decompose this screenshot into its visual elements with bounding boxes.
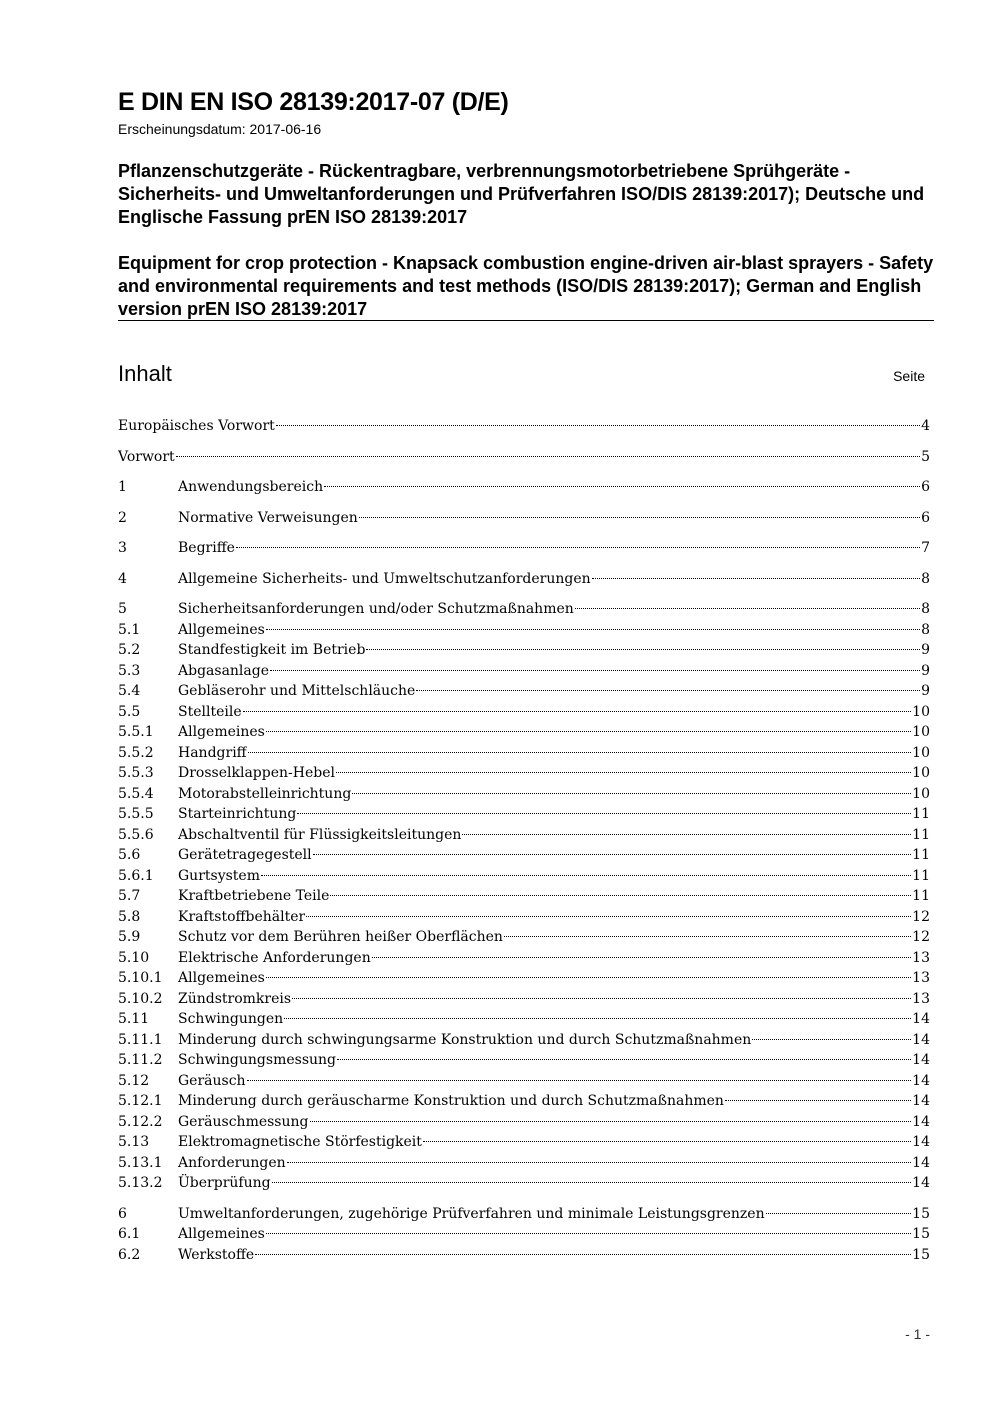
toc-entry-title: Standfestigkeit im Betrieb	[178, 642, 366, 658]
toc-entry-title: Elektromagnetische Störfestigkeit	[178, 1134, 422, 1150]
toc-entry-page: 5	[921, 448, 930, 465]
toc-entry-title: Schutz vor dem Berühren heißer Oberflächen	[178, 929, 503, 945]
toc-entry-number: 5.5.4	[118, 785, 154, 802]
toc-leader-dots	[504, 936, 911, 937]
german-title: Pflanzenschutzgeräte - Rückentragbare, verbrennungsmotorbetriebene Sprühgeräte - Sicherheits- und Umweltanforderungen und Prüfverfahren ISO/DIS 28139:2017); Deutsche und Englische Fassung prEN ISO 28139:2017	[118, 161, 925, 227]
toc-entry-number: 5.5.6	[118, 826, 154, 843]
toc-entry-number: 5.13.1	[118, 1154, 163, 1171]
toc-entry[interactable]	[118, 825, 930, 846]
toc-leader-dots	[766, 1213, 912, 1214]
toc-entry-title: Allgemeines	[178, 621, 265, 638]
toc-entry-title: Anforderungen	[178, 1154, 286, 1171]
toc-entry[interactable]	[118, 1050, 930, 1071]
toc-entry-page: 11	[912, 867, 930, 884]
toc-entry-number: 5.1	[118, 621, 141, 638]
toc-leader-dots	[575, 608, 920, 609]
title-divider	[118, 320, 934, 321]
toc-entry-title: Starteinrichtung	[178, 806, 297, 822]
toc-leader-dots	[243, 711, 912, 712]
toc-leader-dots	[248, 752, 912, 753]
toc-entry[interactable]	[118, 569, 930, 590]
toc-entry-page: 14	[912, 1052, 930, 1068]
toc-entry-title: Anwendungsbereich	[178, 479, 324, 495]
toc-entry-number: 6.1	[118, 1226, 141, 1242]
toc-entry[interactable]	[118, 804, 930, 825]
toc-entry[interactable]	[118, 1245, 930, 1266]
toc-entry[interactable]	[118, 1173, 930, 1194]
toc-entry-page: 13	[912, 990, 930, 1007]
toc-leader-dots	[313, 854, 912, 855]
toc-entry[interactable]	[118, 763, 930, 784]
toc-entry-title: Handgriff	[178, 744, 247, 761]
toc-entry[interactable]	[118, 1030, 930, 1051]
toc-entry[interactable]	[118, 886, 930, 907]
toc-entry-page: 14	[912, 1072, 930, 1089]
toc-entry-page: 9	[921, 642, 930, 658]
toc-entry[interactable]	[118, 927, 930, 948]
toc-entry-title: Kraftstoffbehälter	[178, 908, 306, 925]
toc-entry-title: Allgemeines	[178, 970, 265, 986]
toc-entry-title: Geräusch	[178, 1072, 246, 1089]
toc-entry[interactable]	[118, 640, 930, 661]
toc-entry-title: Drosselklappen-Hebel	[178, 765, 335, 781]
toc-entry-page: 10	[912, 703, 930, 720]
toc-entry-number: 5.13.2	[118, 1175, 163, 1191]
toc-entry-page: 13	[912, 970, 930, 986]
toc-entry-page: 11	[912, 847, 930, 863]
toc-entry-number: 5.11.1	[118, 1031, 163, 1048]
issue-date: Erscheinungsdatum: 2017-06-16	[118, 121, 322, 137]
toc-entry-title: Werkstoffe	[178, 1246, 255, 1263]
toc-entry-title: Gebläserohr und Mittelschläuche	[178, 683, 416, 699]
toc-entry[interactable]	[118, 948, 930, 969]
toc-leader-dots	[270, 670, 920, 671]
toc-entry-title: Europäisches Vorwort	[118, 418, 275, 434]
toc-entry-page: 11	[912, 826, 930, 843]
toc-entry-number: 5.5.2	[118, 744, 154, 761]
toc-entry-number: 3	[118, 540, 127, 556]
toc-entry-page: 15	[912, 1246, 930, 1263]
toc-entry-title: Zündstromkreis	[178, 990, 292, 1007]
toc-leader-dots	[366, 649, 920, 650]
toc-entry-title: Normative Verweisungen	[178, 509, 358, 526]
toc-entry-title: Allgemeines	[178, 1226, 265, 1242]
toc-leader-dots	[725, 1100, 911, 1101]
toc-entry-number: 5.5.3	[118, 765, 154, 781]
toc-entry-title: Gurtsystem	[178, 867, 260, 884]
toc-entry-number: 5.10.2	[118, 990, 163, 1007]
toc-entry[interactable]	[118, 1153, 930, 1174]
toc-leader-dots	[462, 834, 911, 835]
toc-leader-dots	[287, 1162, 912, 1163]
toc-entry[interactable]	[118, 1132, 930, 1153]
toc-entry-number: 6	[118, 1205, 127, 1222]
toc-entry-number: 5.12.2	[118, 1113, 163, 1130]
toc-entry-page: 14	[912, 1113, 930, 1130]
toc-entry-number: 5.7	[118, 888, 141, 904]
toc-entry[interactable]	[118, 1071, 930, 1092]
toc-entry-title: Kraftbetriebene Teile	[178, 888, 330, 904]
toc-entry[interactable]	[118, 620, 930, 641]
toc-entry-title: Schwingungen	[178, 1011, 284, 1027]
toc-entry-title: Abschaltventil für Flüssigkeitsleitungen	[178, 826, 462, 843]
toc-entry-title: Sicherheitsanforderungen und/oder Schutzmaßnahmen	[178, 601, 574, 617]
page-number: - 1 -	[905, 1326, 930, 1342]
toc-entry-page: 9	[921, 683, 930, 699]
toc-leader-dots	[352, 793, 911, 794]
toc-leader-dots	[266, 1233, 911, 1234]
toc-entry-title: Geräuschmessung	[178, 1113, 309, 1130]
toc-entry[interactable]	[118, 1091, 930, 1112]
toc-entry-page: 11	[912, 806, 930, 822]
toc-entry-number: 5.12.1	[118, 1093, 163, 1109]
toc-entry[interactable]	[118, 907, 930, 928]
toc-page-column-label: Seite	[893, 368, 925, 384]
toc-entry-title: Allgemeine Sicherheits- und Umweltschutzanforderungen	[178, 570, 591, 587]
toc-entry-title: Vorwort	[118, 448, 175, 465]
toc-entry[interactable]	[118, 538, 930, 559]
toc-entry-page: 14	[912, 1011, 930, 1027]
toc-entry[interactable]	[118, 702, 930, 723]
toc-entry-number: 5.4	[118, 683, 141, 699]
toc-entry[interactable]	[118, 743, 930, 764]
toc-leader-dots	[324, 486, 920, 487]
toc-entry-page: 14	[912, 1031, 930, 1048]
toc-entry-page: 15	[912, 1226, 930, 1242]
toc-leader-dots	[336, 772, 911, 773]
toc-entry-number: 5.10	[118, 949, 150, 966]
toc-entry-page: 8	[921, 570, 930, 587]
toc-entry-page: 7	[921, 540, 930, 556]
toc-leader-dots	[337, 1059, 911, 1060]
toc-leader-dots	[261, 875, 911, 876]
toc-entry-number: 5.8	[118, 908, 141, 925]
toc-entry-number: 4	[118, 570, 127, 587]
toc-entry-title: Minderung durch schwingungsarme Konstruktion und durch Schutzmaßnahmen	[178, 1031, 752, 1048]
toc-entry-page: 13	[912, 949, 930, 966]
toc-leader-dots	[416, 690, 920, 691]
toc-entry-number: 5.12	[118, 1072, 150, 1089]
toc-entry-number: 5.5.5	[118, 806, 154, 822]
toc-entry-number: 5.2	[118, 642, 141, 658]
toc-leader-dots	[255, 1254, 911, 1255]
toc-entry-page: 8	[921, 621, 930, 638]
toc-entry[interactable]	[118, 1009, 930, 1030]
toc-leader-dots	[310, 1121, 912, 1122]
toc-leader-dots	[292, 998, 911, 999]
toc-entry-page: 11	[912, 888, 930, 904]
toc-entry-number: 6.2	[118, 1246, 141, 1263]
toc-leader-dots	[592, 578, 920, 579]
document-id: E DIN EN ISO 28139:2017-07 (D/E)	[118, 88, 509, 116]
toc-leader-dots	[236, 547, 920, 548]
toc-entry-number: 5	[118, 601, 127, 617]
toc-entry-page: 12	[912, 929, 930, 945]
toc-entry[interactable]	[118, 1204, 930, 1225]
toc-leader-dots	[372, 957, 911, 958]
toc-entry-number: 5.11.2	[118, 1052, 163, 1068]
toc-entry-title: Stellteile	[178, 703, 242, 720]
toc-entry[interactable]	[118, 681, 930, 702]
toc-entry-title: Allgemeines	[178, 724, 265, 740]
toc-entry-page: 6	[921, 479, 930, 495]
toc-entry[interactable]	[118, 1224, 930, 1245]
toc-entry[interactable]	[118, 784, 930, 805]
toc-entry[interactable]	[118, 508, 930, 529]
toc-entry-page: 12	[912, 908, 930, 925]
toc-entry-title: Elektrische Anforderungen	[178, 949, 371, 966]
toc-entry-title: Motorabstelleinrichtung	[178, 785, 352, 802]
toc-leader-dots	[330, 895, 911, 896]
toc-entry[interactable]	[118, 1112, 930, 1133]
toc-entry-number: 5.9	[118, 929, 141, 945]
toc-leader-dots	[276, 425, 920, 426]
toc-leader-dots	[176, 456, 920, 457]
toc-entry[interactable]	[118, 416, 930, 437]
toc-entry-number: 5.6	[118, 847, 141, 863]
toc-leader-dots	[272, 1182, 912, 1183]
toc-entry-title: Minderung durch geräuscharme Konstruktion und durch Schutzmaßnahmen	[178, 1093, 724, 1109]
toc-leader-dots	[266, 731, 911, 732]
toc-leader-dots	[752, 1039, 911, 1040]
toc-entry-number: 2	[118, 509, 127, 526]
toc-entry-title: Begriffe	[178, 540, 235, 556]
toc-entry-number: 5.3	[118, 662, 141, 679]
toc-entry-page: 14	[912, 1093, 930, 1109]
toc-entry-number: 5.6.1	[118, 867, 154, 884]
toc-entry-page: 10	[912, 744, 930, 761]
toc-entry-number: 5.13	[118, 1134, 150, 1150]
toc-entry-title: Abgasanlage	[178, 662, 269, 679]
toc-entry-page: 10	[912, 724, 930, 740]
toc-leader-dots	[284, 1018, 911, 1019]
toc-entry-page: 14	[912, 1134, 930, 1150]
toc-entry-page: 4	[921, 418, 930, 434]
toc-entry-page: 9	[921, 662, 930, 679]
toc-entry-page: 6	[921, 509, 930, 526]
toc-entry[interactable]	[118, 722, 930, 743]
toc-entry-page: 14	[912, 1175, 930, 1191]
toc-entry[interactable]	[118, 866, 930, 887]
toc-entry[interactable]	[118, 989, 930, 1010]
toc-entry[interactable]	[118, 845, 930, 866]
toc-entry[interactable]	[118, 661, 930, 682]
table-of-contents	[118, 416, 930, 1265]
toc-entry-title: Gerätetragegestell	[178, 847, 312, 863]
toc-entry-title: Umweltanforderungen, zugehörige Prüfverfahren und minimale Leistungsgrenzen	[178, 1205, 765, 1222]
toc-leader-dots	[359, 517, 920, 518]
toc-leader-dots	[423, 1141, 911, 1142]
toc-entry-number: 5.11	[118, 1011, 150, 1027]
toc-entry-number: 5.5	[118, 703, 141, 720]
toc-entry[interactable]	[118, 447, 930, 468]
toc-entry-page: 10	[912, 765, 930, 781]
toc-leader-dots	[266, 629, 920, 630]
toc-entry-page: 8	[921, 601, 930, 617]
toc-entry-page: 14	[912, 1154, 930, 1171]
toc-entry-page: 10	[912, 785, 930, 802]
toc-entry[interactable]	[118, 599, 930, 620]
toc-entry[interactable]	[118, 477, 930, 498]
toc-entry-title: Schwingungsmessung	[178, 1052, 336, 1068]
toc-entry-number: 1	[118, 479, 127, 495]
toc-leader-dots	[297, 813, 911, 814]
toc-leader-dots	[306, 916, 911, 917]
toc-entry[interactable]	[118, 968, 930, 989]
toc-entry-number: 5.5.1	[118, 724, 154, 740]
english-title: Equipment for crop protection - Knapsack combustion engine-driven air-blast sprayers - Safety and environmental requirements and test methods (ISO/DIS 28139:2017); German and English version prEN ISO 28139:2017	[118, 253, 934, 319]
toc-entry-page: 15	[912, 1205, 930, 1222]
toc-leader-dots	[247, 1080, 912, 1081]
toc-leader-dots	[266, 977, 911, 978]
toc-heading: Inhalt	[118, 361, 172, 386]
toc-entry-number: 5.10.1	[118, 970, 163, 986]
toc-entry-title: Überprüfung	[178, 1175, 271, 1191]
